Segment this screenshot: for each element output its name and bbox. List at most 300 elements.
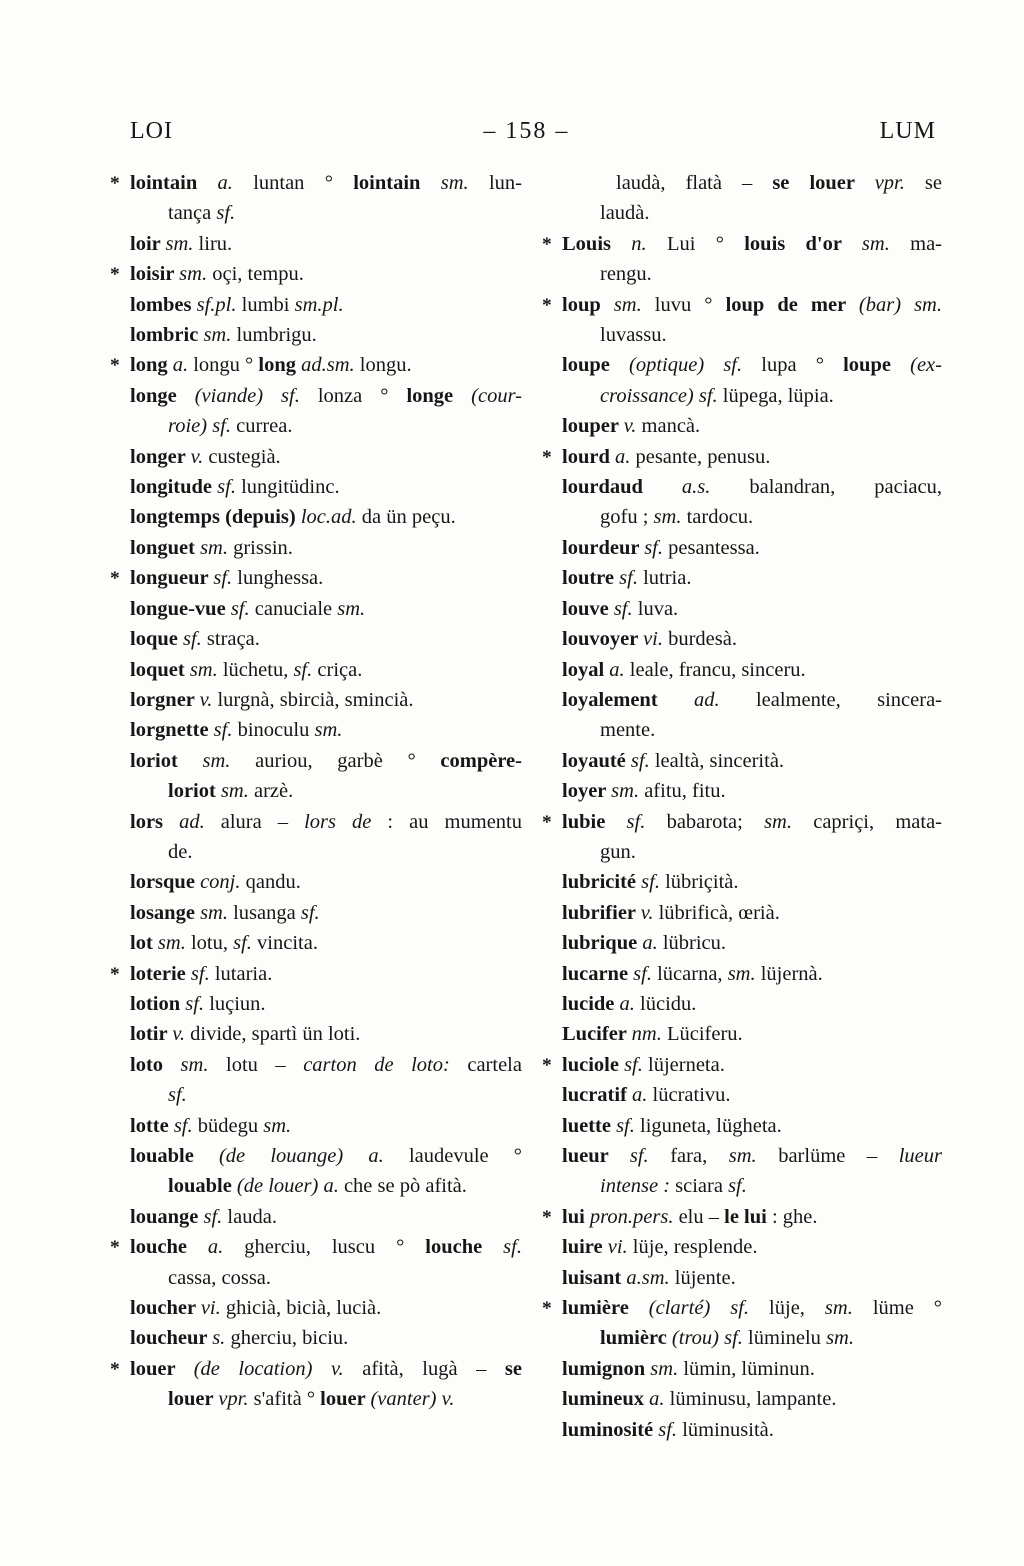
text-run: : au mumentu	[371, 810, 522, 833]
text-run: luntan °	[232, 172, 354, 194]
headword: lubricité	[562, 871, 642, 894]
text-run: luva.	[632, 597, 679, 620]
entry-line	[110, 563, 522, 593]
grammar-tag: a.	[642, 932, 658, 955]
entry-line	[130, 807, 522, 837]
entry-line	[130, 1019, 522, 1049]
grammar-tag: sf.	[629, 1145, 649, 1167]
headword: louve	[562, 597, 614, 620]
text-run: afitu, fitu.	[639, 780, 726, 803]
entry-line	[562, 624, 942, 654]
text-run: lüchetu,	[217, 658, 294, 681]
entry-line	[562, 168, 942, 198]
text-run: divide, spartì ün loti.	[185, 1023, 361, 1046]
grammar-tag: (de louer) a.	[236, 1175, 339, 1198]
text-run: luvassu.	[600, 324, 667, 347]
entry-line	[562, 1232, 942, 1262]
headword: Lucifer	[562, 1023, 632, 1046]
entry-line	[542, 442, 942, 472]
text-run: currea.	[231, 415, 293, 438]
grammar-tag: sf.	[190, 962, 210, 985]
headword: loucher	[130, 1297, 201, 1320]
grammar-tag: sf.	[293, 658, 313, 681]
grammar-tag: sm.	[220, 780, 249, 803]
entry-line	[130, 1171, 522, 1201]
text-run: tança	[168, 202, 217, 225]
text-run: vincita.	[251, 932, 318, 955]
headword: longitude	[130, 476, 218, 499]
text-run: afità, lugà –	[343, 1357, 505, 1380]
grammar-tag: a.	[609, 658, 625, 681]
headword: loquet	[130, 658, 190, 681]
entry-line	[562, 411, 942, 441]
headword: lumignon	[562, 1357, 651, 1380]
entry-line	[562, 898, 942, 928]
grammar-tag: croissance) sf.	[600, 384, 718, 407]
grammar-tag: sm.	[165, 232, 194, 255]
entry-line	[562, 350, 942, 380]
text-run: lunghessa.	[232, 567, 324, 590]
grammar-tag: sf.pl.	[196, 293, 237, 316]
grammar-tag: sf.	[658, 1418, 678, 1441]
entry-line	[542, 807, 943, 837]
entry-line	[562, 320, 942, 350]
entry-line	[562, 563, 942, 593]
headword: lourdaud	[562, 476, 682, 499]
entry-line	[130, 989, 522, 1019]
headword: lubie	[562, 810, 627, 833]
headword: long	[130, 354, 173, 377]
entry-line	[130, 320, 522, 350]
text-run: lübriçità.	[659, 871, 739, 894]
text-run: lupa °	[742, 354, 844, 377]
grammar-tag: lueur	[898, 1145, 942, 1167]
text-run: pesante, penusu.	[630, 445, 771, 468]
headword: lors	[130, 810, 180, 833]
text-run: straça.	[201, 628, 260, 651]
text-run: burdesà.	[662, 628, 737, 651]
grammar-tag: sm.	[337, 597, 366, 620]
entry-line	[130, 229, 522, 259]
entry-line	[562, 1080, 942, 1110]
entry-line	[130, 411, 522, 441]
text-run: leale, francu, sinceru.	[624, 658, 806, 681]
headword: loque	[130, 628, 183, 651]
entry-line	[130, 1111, 522, 1141]
entry-line	[130, 1293, 522, 1323]
headword: louche	[130, 1236, 208, 1259]
grammar-tag: roie) sf.	[168, 415, 232, 438]
headword: louable	[130, 1145, 219, 1167]
text-run: che se pò afità.	[338, 1175, 467, 1198]
text-run: grissin.	[227, 536, 293, 559]
headword: longuet	[130, 536, 201, 559]
headword: lourdeur	[562, 536, 645, 559]
grammar-tag: vi.	[200, 1297, 221, 1320]
text-columns	[110, 168, 943, 1445]
text-run: luçiun.	[204, 992, 266, 1015]
entry-line	[562, 1263, 942, 1293]
headword: lui	[562, 1205, 590, 1228]
text-run: canuciale	[249, 597, 338, 620]
text-run: gherciu, luscu °	[223, 1236, 426, 1259]
headword: longtemps (depuis)	[130, 506, 301, 529]
entry-line	[110, 1354, 522, 1384]
headword: lucide	[562, 992, 620, 1015]
grammar-tag: vpr.	[218, 1388, 249, 1411]
entry-line	[562, 1384, 942, 1414]
grammar-tag: sf.	[619, 567, 638, 590]
headword: lorgner	[130, 688, 200, 711]
text-run: büdegu	[192, 1114, 264, 1137]
entry-line	[110, 259, 522, 289]
headword: lotir	[130, 1023, 173, 1046]
entry-line	[110, 350, 522, 380]
text-run: lun-	[468, 172, 522, 194]
text-run: criça.	[312, 658, 363, 681]
headword: louis d'or	[744, 232, 862, 255]
headword: louper	[562, 415, 624, 438]
text-run: lumbrigu.	[231, 324, 317, 347]
text-run: lotu,	[185, 932, 234, 955]
headword: losange	[130, 901, 201, 924]
headword: lotion	[130, 992, 186, 1015]
headword: louable	[168, 1175, 237, 1198]
headword: lubrique	[562, 932, 643, 955]
text-run: de.	[168, 840, 193, 863]
grammar-tag: sf.	[633, 962, 652, 985]
entry-line	[130, 1080, 522, 1110]
headword: lucratif	[562, 1084, 633, 1107]
grammar-tag: sm.	[314, 719, 343, 742]
headword: se louer	[772, 172, 875, 194]
headword: lorgnette	[130, 719, 214, 742]
grammar-tag: vi.	[607, 1236, 628, 1259]
grammar-tag: sf.	[230, 597, 250, 620]
text-run: gherciu, biciu.	[225, 1327, 349, 1350]
entry-line	[562, 472, 942, 502]
entry-line	[562, 715, 942, 745]
headword: lumièrc	[600, 1327, 672, 1350]
text-run: barlüme –	[756, 1145, 899, 1167]
headword: longe	[406, 384, 472, 407]
headword: compère-	[440, 749, 522, 772]
text-run: Lui °	[646, 232, 745, 255]
headword: lombric	[130, 324, 204, 347]
grammar-tag: a.	[614, 445, 631, 468]
headword: loup de mer	[725, 293, 859, 316]
grammar-tag: carton de loto:	[303, 1053, 450, 1076]
text-run: lüje, resplende.	[627, 1236, 758, 1259]
headword: loucheur	[130, 1327, 213, 1350]
grammar-tag: sf.	[626, 810, 646, 833]
grammar-tag: sm.	[440, 172, 469, 194]
entry-line	[562, 989, 942, 1019]
grammar-tag: loc.ad.	[300, 506, 357, 529]
header-guide-word-right: LUM	[879, 118, 936, 144]
grammar-tag: a.	[172, 354, 189, 377]
headword: luminosité	[562, 1418, 659, 1441]
headword: loisir	[130, 263, 180, 286]
entry-line	[562, 959, 942, 989]
entry-line	[110, 168, 522, 198]
text-run: lonza °	[299, 384, 407, 407]
headword: lumière	[562, 1297, 649, 1320]
headword: loir	[130, 232, 166, 255]
entry-line	[130, 1263, 522, 1293]
grammar-tag: a.	[632, 1084, 648, 1107]
grammar-tag: sm.	[727, 962, 756, 985]
headword: luciole	[562, 1053, 625, 1076]
entry-line	[110, 959, 522, 989]
entry-line	[562, 1323, 942, 1353]
entry-line	[130, 198, 522, 228]
text-run: alura –	[204, 810, 305, 833]
grammar-tag: intense :	[600, 1175, 671, 1198]
headword: le lui	[724, 1205, 767, 1228]
homonym-star: *	[110, 963, 120, 985]
grammar-tag: sm.	[826, 1327, 854, 1350]
text-run: lusanga	[227, 901, 301, 924]
entry-line	[110, 1232, 522, 1262]
grammar-tag: sm.	[653, 506, 682, 529]
grammar-tag: (de location) v.	[193, 1357, 344, 1380]
text-run: gofu ;	[600, 506, 654, 529]
text-run: fara,	[648, 1145, 729, 1167]
grammar-tag: a.sm.	[626, 1266, 670, 1289]
grammar-tag: lors de	[304, 810, 372, 833]
homonym-star: *	[542, 1298, 552, 1320]
text-run: rengu.	[600, 263, 652, 286]
text-run: lumbi	[236, 293, 295, 316]
entry-line	[562, 746, 942, 776]
grammar-tag: sf.	[613, 597, 633, 620]
headword: longue-vue	[130, 597, 231, 620]
grammar-tag: a.	[217, 172, 233, 194]
headword: loyalement	[562, 688, 694, 711]
entry-line	[130, 655, 522, 685]
headword: louer	[130, 1357, 194, 1380]
entry-line	[562, 928, 942, 958]
headword: lueur	[562, 1145, 630, 1167]
text-run: arzè.	[248, 780, 294, 803]
headword: loupe	[562, 354, 630, 377]
homonym-star: *	[542, 1054, 552, 1076]
text-run: tardocu.	[681, 506, 754, 529]
entry-line	[130, 472, 522, 502]
entry-line	[130, 1141, 522, 1171]
headword: loutre	[562, 567, 620, 590]
headword: louer	[320, 1388, 371, 1411]
entry-line	[542, 1050, 942, 1080]
headword: luette	[562, 1114, 617, 1137]
grammar-tag: sm.	[180, 1053, 209, 1076]
text-run: gun.	[600, 840, 636, 863]
left-column	[110, 168, 523, 1445]
text-run: lurgnà, sbircià, smincià.	[212, 688, 414, 711]
grammar-tag: sm.	[764, 810, 792, 833]
text-run: lauda.	[222, 1205, 277, 1228]
headword: lourd	[562, 445, 615, 468]
entry-line	[562, 1415, 942, 1445]
homonym-star: *	[542, 233, 552, 255]
headword: louvoyer	[562, 628, 644, 651]
grammar-tag: sf.	[216, 202, 236, 225]
headword: louange	[130, 1205, 204, 1228]
homonym-star: *	[542, 294, 552, 316]
grammar-tag: v.	[190, 445, 204, 468]
grammar-tag: sf.	[213, 567, 233, 590]
text-run: lüminelu	[742, 1327, 827, 1350]
entry-line	[562, 1019, 942, 1049]
grammar-tag: sm.	[179, 263, 208, 286]
headword: louche	[425, 1236, 504, 1259]
text-run: lüminusità.	[677, 1418, 774, 1441]
grammar-tag: v.	[199, 688, 213, 711]
header-guide-word-left: LOI	[130, 118, 173, 144]
text-run: lealtà, sincerità.	[649, 749, 785, 772]
entry-line	[130, 1202, 522, 1232]
text-run: laudà, flatà –	[616, 172, 773, 194]
text-run: liru.	[193, 232, 233, 255]
headword: longer	[130, 445, 191, 468]
entry-line	[130, 381, 522, 411]
entry-line	[562, 1141, 942, 1171]
homonym-star: *	[110, 568, 120, 590]
entry-line	[130, 746, 522, 776]
headword: lucarne	[562, 962, 634, 985]
grammar-tag: v.	[623, 415, 637, 438]
headword: lorsque	[130, 871, 201, 894]
grammar-tag: (bar) sm.	[858, 293, 942, 316]
entry-line	[562, 533, 942, 563]
grammar-tag: sf.	[624, 1053, 643, 1076]
text-run: lüjerneta.	[642, 1053, 725, 1076]
grammar-tag: sm.	[157, 932, 186, 955]
grammar-tag: sf.	[213, 719, 233, 742]
grammar-tag: sm.pl.	[294, 293, 344, 316]
text-run: lüje,	[749, 1297, 825, 1320]
grammar-tag: sm.	[824, 1297, 853, 1320]
headword: louer	[168, 1388, 219, 1411]
entry-line	[562, 685, 942, 715]
right-column	[542, 168, 943, 1445]
grammar-tag: s.	[212, 1327, 226, 1350]
text-run: se	[904, 172, 942, 194]
grammar-tag: nm.	[631, 1023, 662, 1046]
headword: longueur	[130, 567, 214, 590]
text-run: lüjernà.	[755, 962, 823, 985]
headword: luisant	[562, 1266, 627, 1289]
grammar-tag: (trou) sf.	[671, 1327, 743, 1350]
headword: loriot	[168, 780, 221, 803]
text-run: ghicià, bicià, lucià.	[220, 1297, 382, 1320]
grammar-tag: ad.sm.	[301, 354, 355, 377]
entry-line	[562, 1171, 942, 1201]
entry-line	[562, 1111, 942, 1141]
entry-line	[130, 928, 522, 958]
text-run: balandran, paciacu,	[710, 476, 942, 499]
entry-line	[130, 1323, 522, 1353]
text-run: lutaria.	[209, 962, 273, 985]
grammar-tag: sf.	[630, 749, 650, 772]
headword: loup	[562, 293, 614, 316]
grammar-tag: a.	[619, 992, 635, 1015]
text-run: mancà.	[636, 415, 701, 438]
text-run: elu –	[673, 1205, 725, 1228]
text-run: lübricu.	[657, 932, 727, 955]
entry-line	[130, 685, 522, 715]
grammar-tag: vi.	[643, 628, 663, 651]
text-run: luvu °	[641, 293, 726, 316]
grammar-tag: sm.	[202, 749, 231, 772]
entry-line	[130, 442, 522, 472]
headword: loupe	[843, 354, 911, 377]
headword: lumineux	[562, 1388, 650, 1411]
grammar-tag: n.	[631, 232, 647, 255]
grammar-tag: a.	[649, 1388, 665, 1411]
text-run: binoculu	[232, 719, 315, 742]
grammar-tag: v.	[640, 901, 654, 924]
entry-line	[130, 867, 522, 897]
headword: loterie	[130, 962, 191, 985]
grammar-tag: sf.	[300, 901, 320, 924]
grammar-tag: (viande) sf.	[194, 384, 300, 407]
entry-line	[562, 655, 942, 685]
entry-line	[562, 198, 942, 228]
grammar-tag: sm.	[189, 658, 218, 681]
grammar-tag: (cour-	[471, 384, 522, 407]
headword: luire	[562, 1236, 608, 1259]
text-run: longu °	[188, 354, 259, 377]
text-run: cartela	[449, 1053, 522, 1076]
text-run: lüjente.	[669, 1266, 736, 1289]
headword: lotte	[130, 1114, 174, 1137]
headword: loto	[130, 1053, 181, 1076]
text-run: auriou, garbè °	[230, 749, 441, 772]
grammar-tag: sf.	[185, 992, 205, 1015]
grammar-tag: vpr.	[874, 172, 905, 194]
grammar-tag: sf.	[641, 871, 660, 894]
entry-line	[130, 1384, 522, 1414]
entry-line	[542, 290, 942, 320]
entry-line	[562, 1354, 942, 1384]
entry-line	[562, 502, 942, 532]
headword: loriot	[130, 749, 203, 772]
grammar-tag: sf.	[182, 628, 202, 651]
headword: lointain	[130, 172, 218, 194]
entry-line	[562, 259, 942, 289]
text-run: ma-	[889, 232, 942, 255]
text-run: lutria.	[637, 567, 692, 590]
grammar-tag: sf.	[728, 1175, 747, 1198]
text-run: lüminusu, lampante.	[664, 1388, 837, 1411]
text-run: lücidu.	[634, 992, 697, 1015]
headword: longe	[130, 384, 195, 407]
grammar-tag: sm.	[263, 1114, 292, 1137]
grammar-tag: sf.	[173, 1114, 193, 1137]
homonym-star: *	[542, 811, 552, 833]
grammar-tag: sf.	[644, 536, 664, 559]
text-run: lungitüdinc.	[235, 476, 340, 499]
text-run: sciara	[670, 1175, 729, 1198]
grammar-tag: sf.	[217, 476, 236, 499]
homonym-star: *	[110, 1358, 120, 1380]
homonym-star: *	[110, 1237, 120, 1259]
homonym-star: *	[542, 446, 552, 468]
grammar-tag: (clarté) sf.	[648, 1297, 750, 1320]
entry-line	[562, 867, 942, 897]
